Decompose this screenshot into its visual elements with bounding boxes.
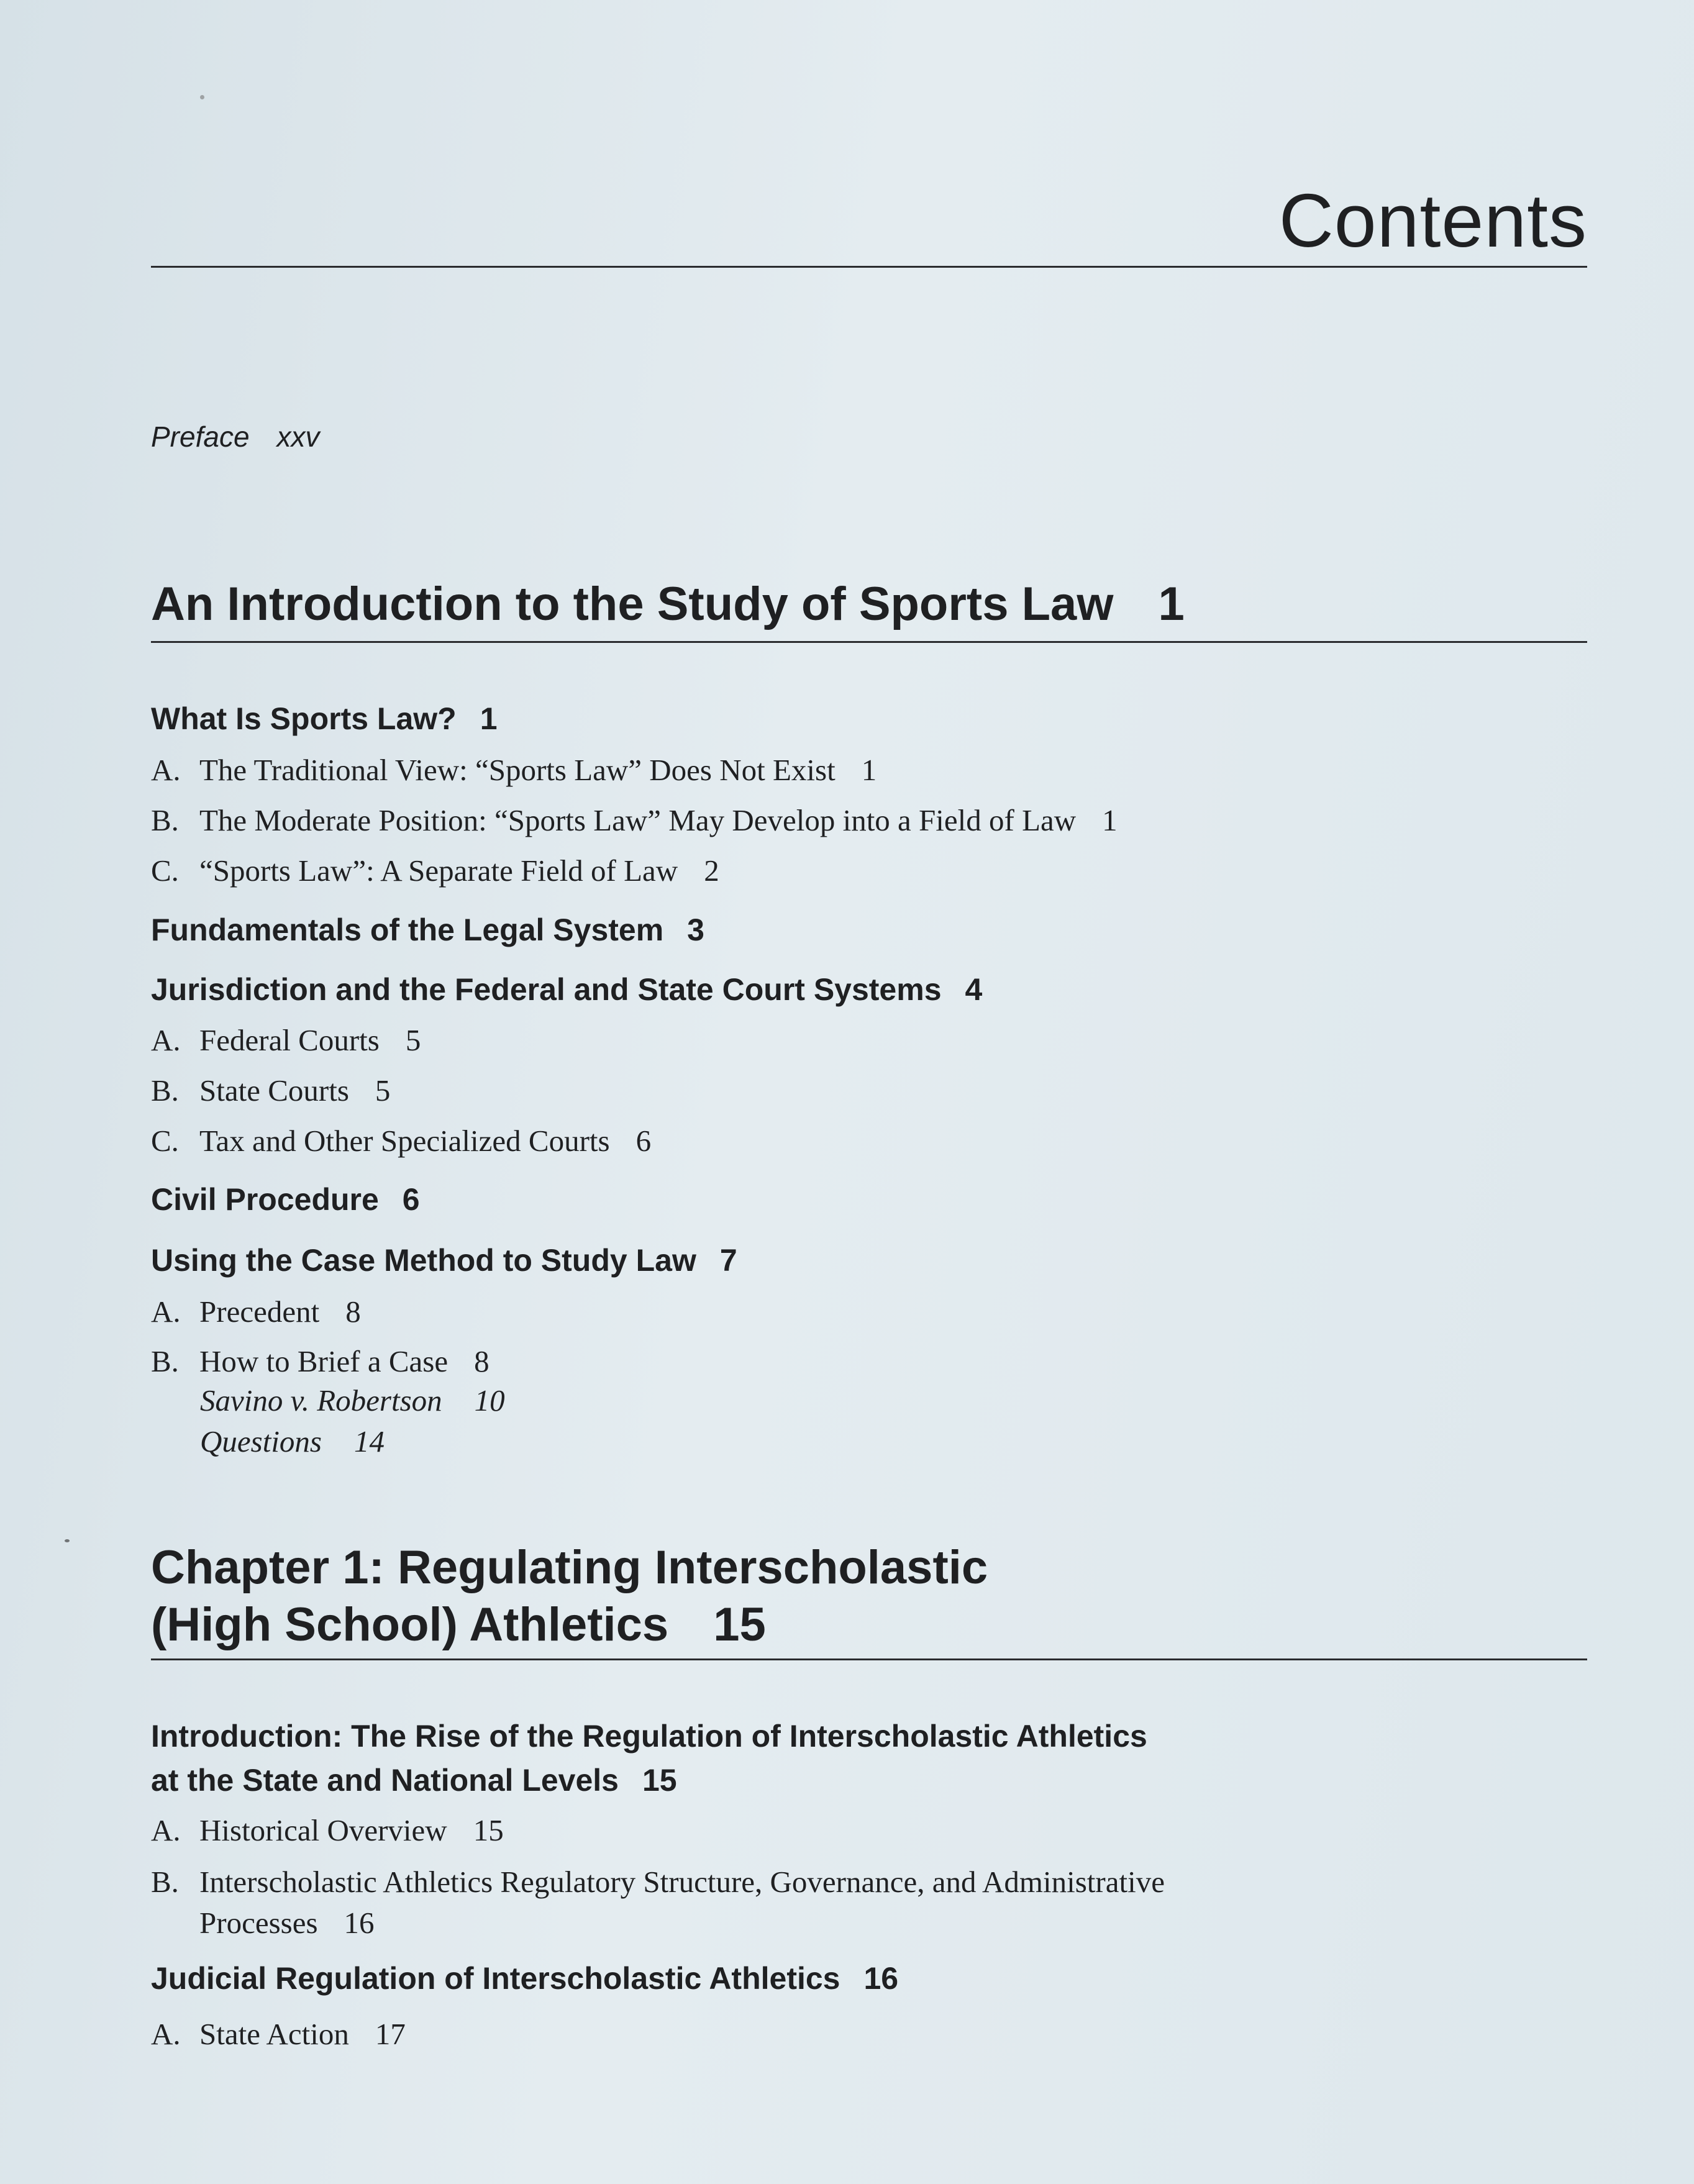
item-letter: C. (151, 853, 179, 888)
item-page: 8 (474, 1344, 490, 1378)
item-text: How to Brief a Case (199, 1344, 449, 1378)
preface-label: Preface (151, 421, 250, 453)
section-page: 16 (863, 1961, 899, 1996)
item-letter: B. (151, 1344, 179, 1378)
section-civil-procedure[interactable] (151, 1178, 420, 1221)
page-title: Contents (1278, 178, 1587, 263)
intro-heading-text: An Introduction to the Study of Sports Law (151, 578, 1114, 630)
item-page: 1 (861, 753, 877, 787)
chapter-heading-text: (High School) Athletics (151, 1598, 669, 1651)
item-text: The Moderate Position: “Sports Law” May Develop into a Field of Law (199, 803, 1077, 837)
chapter-1-heading-line-1[interactable]: Chapter 1: Regulating Interscholastic (151, 1541, 988, 1594)
toc-item[interactable] (151, 1812, 504, 1849)
item-text: Precedent (199, 1294, 320, 1329)
item-page: 17 (375, 2017, 406, 2051)
item-page: 8 (345, 1294, 361, 1329)
section-rise-of-regulation-line-1[interactable]: Introduction: The Rise of the Regulation of Interscholastic Athletics (151, 1719, 1147, 1754)
item-letter: B. (151, 1865, 179, 1899)
toc-item[interactable] (151, 1122, 651, 1160)
item-letter: A. (151, 753, 181, 787)
item-page: 16 (344, 1906, 375, 1940)
section-title: Jurisdiction and the Federal and State Court Systems (151, 972, 942, 1007)
subitem-text: Savino v. Robertson (200, 1383, 442, 1417)
section-title: What Is Sports Law? (151, 701, 457, 736)
item-text: Interscholastic Athletics Regulatory Structure, Governance, and Administrative (199, 1865, 1165, 1899)
item-text: Tax and Other Specialized Courts (199, 1124, 610, 1158)
section-page: 7 (719, 1243, 737, 1278)
item-page: 1 (1102, 803, 1118, 837)
toc-item[interactable] (151, 1022, 421, 1059)
toc-item[interactable] (151, 1343, 490, 1380)
section-page: 1 (480, 701, 498, 736)
page-speck (65, 1539, 70, 1542)
toc-item[interactable] (151, 1072, 390, 1109)
item-text: Federal Courts (199, 1023, 380, 1057)
toc-subitem[interactable] (200, 1383, 505, 1418)
section-page: 3 (687, 912, 704, 947)
item-letter: B. (151, 803, 179, 837)
toc-item-continuation[interactable] (199, 1904, 375, 1942)
item-letter: A. (151, 1023, 181, 1057)
item-letter: C. (151, 1124, 179, 1158)
toc-item[interactable] (151, 1293, 361, 1331)
preface-page: xxv (276, 421, 320, 453)
section-title: at the State and National Levels (151, 1763, 619, 1798)
subitem-text: Questions (200, 1424, 322, 1458)
item-letter: A. (151, 1294, 181, 1329)
toc-item[interactable] (151, 2016, 406, 2053)
section-page: 4 (965, 972, 983, 1007)
item-letter: A. (151, 1813, 181, 1847)
chapter-1-heading-line-2[interactable] (151, 1596, 766, 1654)
item-letter: A. (151, 2017, 181, 2051)
section-what-is-sports-law[interactable] (151, 697, 498, 740)
toc-item[interactable] (151, 852, 719, 890)
preface-entry[interactable] (151, 420, 320, 453)
item-page: 2 (704, 853, 719, 888)
section-jurisdiction[interactable] (151, 968, 982, 1011)
toc-subitem[interactable] (200, 1424, 385, 1459)
item-page: 6 (635, 1124, 652, 1158)
item-text: Historical Overview (199, 1813, 447, 1847)
toc-item[interactable] (151, 802, 1118, 839)
item-text: Processes (199, 1906, 318, 1940)
section-case-method[interactable] (151, 1239, 737, 1282)
section-title: Judicial Regulation of Interscholastic Athletics (151, 1961, 840, 1996)
intro-heading-page: 1 (1158, 578, 1185, 630)
toc-item[interactable] (151, 1863, 1165, 1901)
item-text: “Sports Law”: A Separate Field of Law (199, 853, 678, 888)
section-title: Fundamentals of the Legal System (151, 912, 664, 947)
intro-heading[interactable] (151, 576, 1185, 633)
chapter-heading-page: 15 (713, 1598, 766, 1651)
toc-item[interactable] (151, 752, 877, 789)
subitem-page: 14 (354, 1424, 385, 1458)
item-letter: B. (151, 1073, 179, 1108)
item-page: 5 (375, 1073, 391, 1108)
chapter-rule (151, 1658, 1587, 1660)
section-title: Using the Case Method to Study Law (151, 1243, 696, 1278)
section-rise-of-regulation-line-2[interactable] (151, 1759, 677, 1802)
item-page: 15 (473, 1813, 504, 1847)
page-speck (200, 95, 204, 99)
item-text: State Courts (199, 1073, 349, 1108)
intro-rule (151, 641, 1587, 643)
section-title: Civil Procedure (151, 1182, 379, 1217)
item-page: 5 (405, 1023, 421, 1057)
item-text: The Traditional View: “Sports Law” Does Not Exist (199, 753, 836, 787)
item-text: State Action (199, 2017, 349, 2051)
title-rule (151, 266, 1587, 268)
section-page: 15 (642, 1763, 677, 1798)
section-page: 6 (402, 1182, 420, 1217)
section-fundamentals[interactable] (151, 908, 704, 952)
subitem-page: 10 (474, 1383, 505, 1417)
section-judicial-regulation[interactable] (151, 1957, 898, 2000)
